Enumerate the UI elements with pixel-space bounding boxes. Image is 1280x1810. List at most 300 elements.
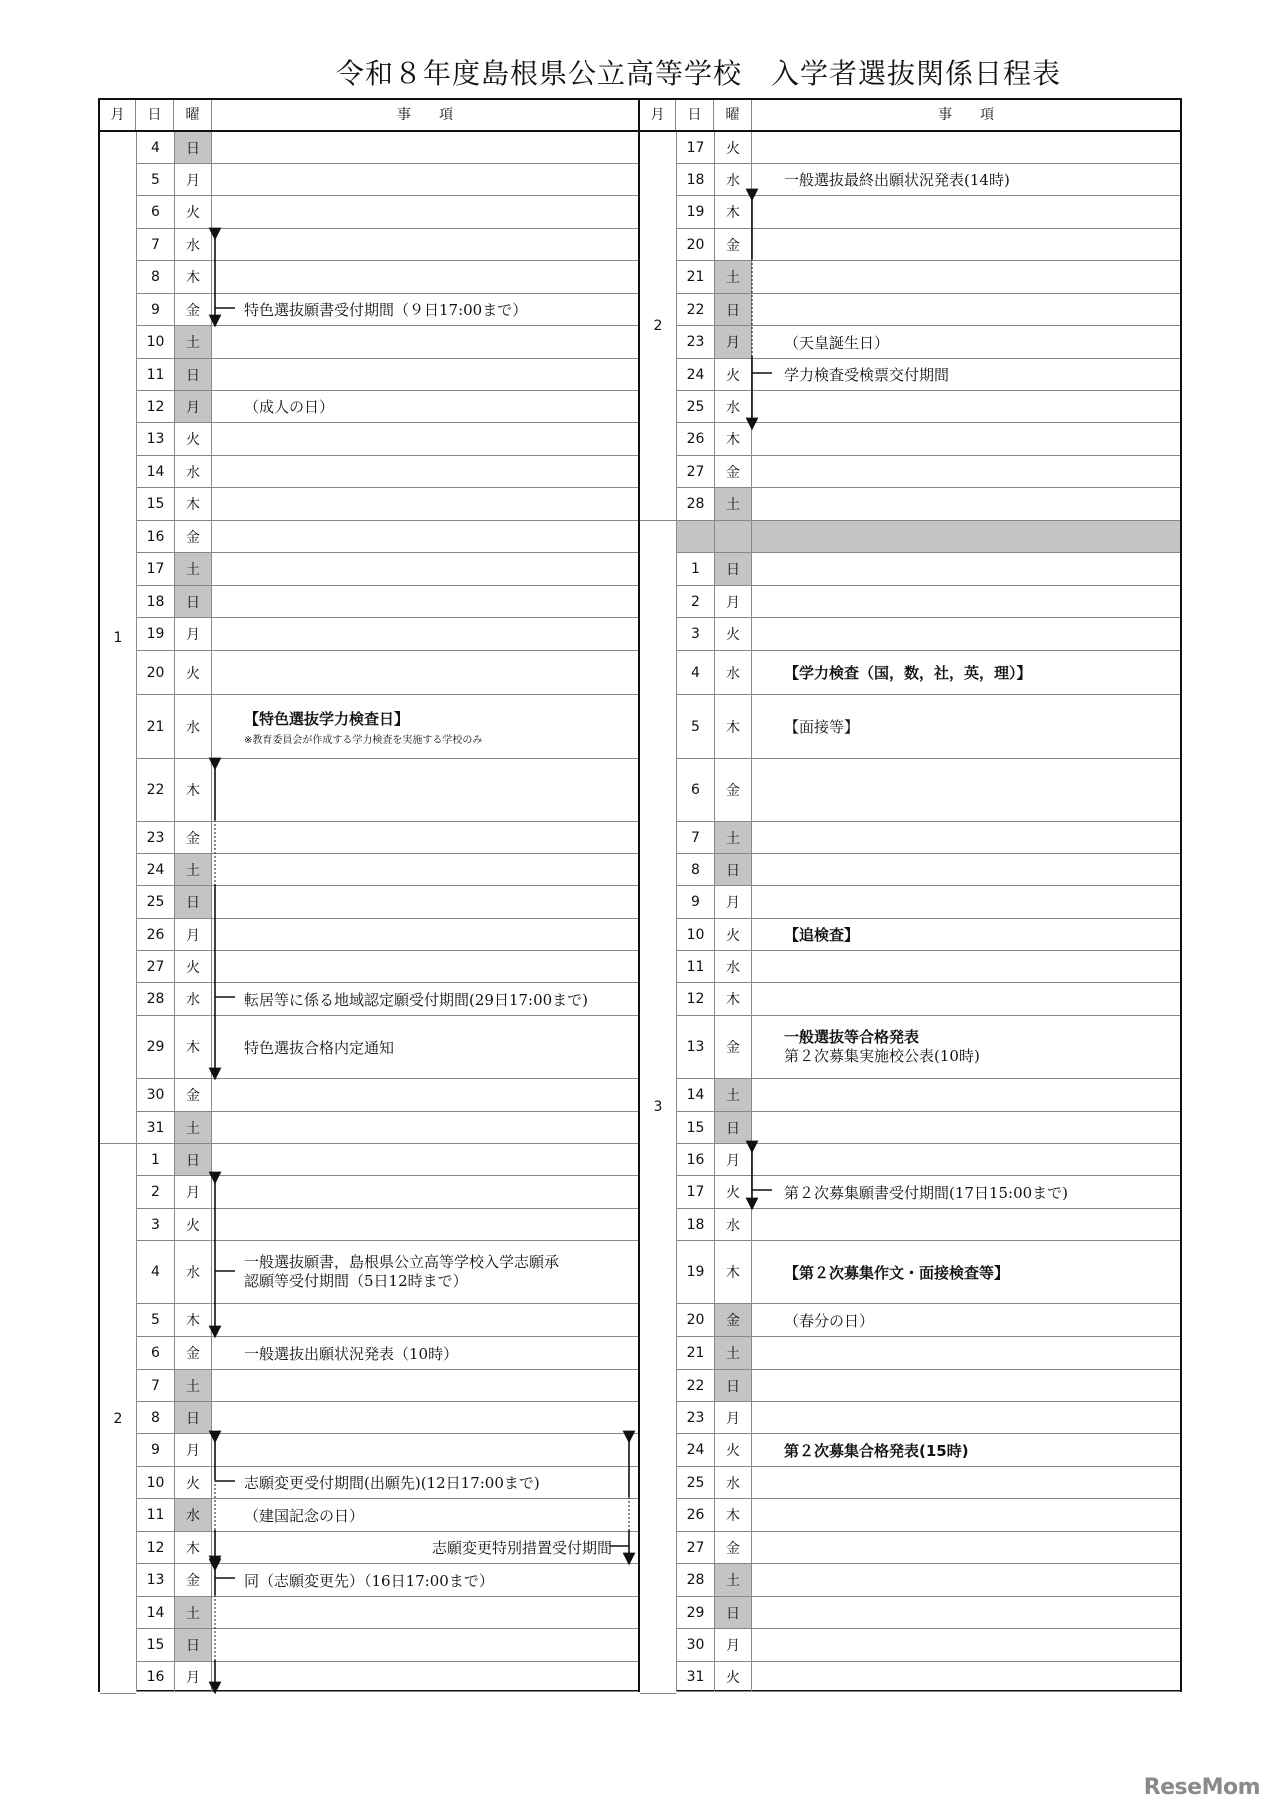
table-row	[100, 229, 638, 261]
event-cell	[212, 651, 638, 694]
table-row	[100, 951, 638, 983]
table-row	[640, 1209, 1180, 1241]
day-cell: 10	[676, 919, 714, 950]
weekday-cell	[714, 521, 752, 552]
page-title: 令和８年度島根県公立高等学校 入学者選抜関係日程表	[336, 57, 1062, 90]
weekday-cell: 土	[714, 1337, 752, 1369]
table-row	[100, 1079, 638, 1112]
table-row	[640, 456, 1180, 488]
table-row	[100, 164, 638, 196]
day-cell: 21	[136, 695, 174, 758]
month-label: 2	[640, 132, 676, 521]
day-cell: 4	[136, 132, 174, 163]
day-cell: 13	[136, 423, 174, 455]
event-cell	[212, 822, 638, 853]
event-cell	[752, 1304, 1180, 1336]
event-cell	[212, 983, 638, 1015]
table-row	[640, 822, 1180, 854]
event-cell	[212, 695, 638, 758]
event-cell	[752, 1434, 1180, 1466]
event-cell	[752, 1402, 1180, 1433]
day-cell: 7	[676, 822, 714, 853]
event-cell	[752, 488, 1180, 520]
event-cell	[212, 1176, 638, 1208]
event-cell	[212, 1402, 638, 1433]
day-cell: 26	[676, 423, 714, 455]
event-cell	[212, 586, 638, 617]
header-month: 月	[640, 100, 676, 130]
header-weekday: 曜	[714, 100, 752, 130]
weekday-cell: 水	[714, 951, 752, 982]
weekday-cell: 日	[174, 586, 212, 617]
event-cell	[212, 1079, 638, 1111]
day-cell: 3	[676, 618, 714, 650]
weekday-cell: 月	[714, 1402, 752, 1433]
day-cell: 26	[136, 919, 174, 950]
weekday-cell: 金	[174, 1079, 212, 1111]
weekday-cell: 土	[174, 1370, 212, 1401]
table-row	[100, 1597, 638, 1629]
event-cell	[752, 1112, 1180, 1143]
day-cell: 27	[136, 951, 174, 982]
weekday-cell: 火	[174, 423, 212, 455]
table-row	[100, 1209, 638, 1241]
table-row	[100, 488, 638, 521]
day-cell: 11	[676, 951, 714, 982]
table-row	[640, 391, 1180, 423]
weekday-cell: 月	[714, 326, 752, 358]
table-row	[100, 553, 638, 586]
day-cell: 26	[676, 1499, 714, 1531]
table-row	[100, 1467, 638, 1499]
weekday-cell: 土	[174, 553, 212, 585]
event-cell	[752, 391, 1180, 422]
table-row	[100, 391, 638, 423]
day-cell: 22	[676, 1370, 714, 1401]
table-row	[640, 1564, 1180, 1597]
day-cell: 18	[676, 164, 714, 195]
weekday-cell: 水	[714, 1467, 752, 1498]
table-row	[640, 1079, 1180, 1112]
table-row	[100, 1499, 638, 1532]
event-cell	[752, 1176, 1180, 1208]
event-cell	[752, 1564, 1180, 1596]
event-cell	[212, 1370, 638, 1401]
day-cell: 6	[136, 196, 174, 228]
event-text: （春分の日）	[784, 1311, 875, 1330]
event-note: ※教育委員会が作成する学力検査を実施する学校のみ	[244, 734, 483, 746]
table-row	[640, 1370, 1180, 1402]
day-cell: 5	[136, 164, 174, 195]
event-cell	[752, 164, 1180, 195]
day-cell: 11	[136, 1499, 174, 1531]
event-cell	[212, 553, 638, 585]
event-text: 第２次募集願書受付期間(17日15:00まで)	[784, 1183, 1069, 1202]
day-cell: 28	[676, 1564, 714, 1596]
table-row	[640, 1467, 1180, 1499]
table-row	[100, 1402, 638, 1434]
table-row	[100, 1629, 638, 1662]
weekday-cell: 日	[714, 1112, 752, 1143]
day-cell: 8	[676, 854, 714, 885]
day-cell: 25	[136, 886, 174, 918]
weekday-cell: 土	[714, 822, 752, 853]
table-row	[100, 651, 638, 695]
event-cell	[752, 553, 1180, 585]
day-cell: 15	[676, 1112, 714, 1143]
table-row	[100, 423, 638, 456]
day-cell: 8	[136, 261, 174, 293]
event-text: 【特色選抜学力検査日】	[244, 709, 410, 728]
table-row	[640, 651, 1180, 695]
blank-row	[640, 521, 1180, 553]
weekday-cell: 木	[174, 488, 212, 520]
event-text: （天皇誕生日）	[784, 333, 890, 352]
weekday-cell: 月	[714, 1144, 752, 1175]
event-cell	[752, 456, 1180, 487]
table-row	[640, 488, 1180, 521]
event-cell	[752, 1629, 1180, 1661]
day-cell: 29	[676, 1597, 714, 1628]
table-row	[100, 359, 638, 391]
table-row	[100, 618, 638, 651]
month-label: 3	[640, 521, 676, 1694]
table-row	[100, 1532, 638, 1564]
event-cell	[212, 294, 638, 325]
table-row	[100, 1016, 638, 1079]
event-cell	[752, 983, 1180, 1015]
day-cell: 30	[136, 1079, 174, 1111]
day-cell: 21	[676, 261, 714, 293]
day-cell: 14	[676, 1079, 714, 1111]
day-cell: 12	[136, 391, 174, 422]
event-cell	[212, 1597, 638, 1628]
table-row	[640, 618, 1180, 651]
header-weekday: 曜	[174, 100, 212, 130]
event-cell	[212, 1434, 638, 1466]
weekday-cell: 日	[174, 1144, 212, 1175]
day-cell: 14	[136, 456, 174, 487]
event-text-line2: 第２次募集実施校公表(10時)	[784, 1047, 980, 1065]
table-row	[100, 326, 638, 359]
weekday-cell: 金	[174, 294, 212, 325]
event-cell	[212, 1112, 638, 1143]
table-row	[640, 586, 1180, 618]
event-cell	[752, 1467, 1180, 1498]
weekday-cell: 金	[714, 456, 752, 487]
table-row	[640, 1337, 1180, 1370]
weekday-cell: 木	[714, 1499, 752, 1531]
event-cell	[212, 854, 638, 885]
day-cell: 23	[676, 1402, 714, 1433]
day-cell: 17	[136, 553, 174, 585]
event-text: 【学力検査（国，数，社，英，理）】	[784, 664, 1032, 682]
weekday-cell: 月	[714, 1629, 752, 1661]
event-cell	[752, 886, 1180, 918]
weekday-cell: 火	[714, 1434, 752, 1466]
table-row	[640, 983, 1180, 1016]
weekday-cell: 日	[714, 1597, 752, 1628]
table-row	[100, 1564, 638, 1597]
table-row	[640, 1499, 1180, 1532]
table-row	[100, 1304, 638, 1337]
weekday-cell: 火	[174, 951, 212, 982]
day-cell: 9	[676, 886, 714, 918]
weekday-cell: 火	[174, 1467, 212, 1498]
day-cell: 17	[676, 1176, 714, 1208]
event-cell	[212, 1499, 638, 1531]
event-cell	[212, 488, 638, 520]
event-cell	[752, 326, 1180, 358]
day-cell: 16	[136, 521, 174, 552]
event-cell	[752, 1662, 1180, 1691]
weekday-cell: 木	[174, 1016, 212, 1078]
event-cell	[212, 886, 638, 918]
table-row	[100, 456, 638, 488]
event-cell	[752, 1597, 1180, 1628]
weekday-cell: 火	[714, 1662, 752, 1691]
day-cell: 24	[676, 1434, 714, 1466]
day-cell: 19	[676, 1241, 714, 1303]
event-text: 特色選抜合格内定通知	[244, 1038, 395, 1057]
weekday-cell: 月	[174, 164, 212, 195]
weekday-cell: 日	[174, 359, 212, 390]
weekday-cell: 月	[174, 618, 212, 650]
schedule-table-left	[98, 98, 640, 1692]
header-month: 月	[100, 100, 136, 130]
schedule-table-right	[638, 98, 1182, 1692]
day-cell: 3	[136, 1209, 174, 1240]
weekday-cell: 土	[174, 1597, 212, 1628]
weekday-cell: 水	[174, 1241, 212, 1303]
event-cell	[212, 423, 638, 455]
day-cell: 11	[136, 359, 174, 390]
day-cell: 9	[136, 294, 174, 325]
day-cell: 22	[136, 759, 174, 821]
day-cell: 4	[136, 1241, 174, 1303]
table-row	[100, 294, 638, 326]
day-cell: 24	[136, 854, 174, 885]
weekday-cell: 水	[174, 456, 212, 487]
event-cell	[752, 359, 1180, 390]
event-text: 学力検査受検票交付期間	[784, 366, 950, 384]
table-row	[640, 326, 1180, 359]
day-cell: 30	[676, 1629, 714, 1661]
weekday-cell: 日	[714, 854, 752, 885]
weekday-cell: 金	[714, 229, 752, 260]
event-text: 一般選抜等合格発表	[784, 1028, 920, 1046]
event-cell	[752, 1337, 1180, 1369]
day-cell: 21	[676, 1337, 714, 1369]
event-cell	[212, 164, 638, 195]
weekday-cell: 日	[174, 886, 212, 918]
table-row	[100, 1112, 638, 1144]
event-cell	[212, 391, 638, 422]
day-cell: 12	[136, 1532, 174, 1563]
event-cell	[212, 1662, 638, 1691]
day-cell: 18	[136, 586, 174, 617]
table-row	[640, 886, 1180, 919]
event-cell	[212, 618, 638, 650]
event-cell	[212, 1532, 638, 1563]
event-cell	[212, 521, 638, 552]
weekday-cell: 木	[174, 261, 212, 293]
table-row	[640, 229, 1180, 261]
weekday-cell: 木	[714, 983, 752, 1015]
table-row	[100, 1144, 638, 1176]
day-cell: 9	[136, 1434, 174, 1466]
weekday-cell: 日	[714, 1370, 752, 1401]
table-row	[100, 919, 638, 951]
weekday-cell: 木	[714, 1241, 752, 1303]
event-cell	[752, 586, 1180, 617]
table-row	[640, 1434, 1180, 1467]
weekday-cell: 日	[714, 553, 752, 585]
table-row	[100, 521, 638, 553]
event-cell	[212, 1564, 638, 1596]
day-cell: 1	[676, 553, 714, 585]
day-cell: 31	[676, 1662, 714, 1691]
table-row	[640, 196, 1180, 229]
weekday-cell: 土	[714, 261, 752, 293]
day-cell: 15	[136, 488, 174, 520]
table-row	[640, 1597, 1180, 1629]
event-text: 一般選抜最終出願状況発表(14時)	[784, 171, 1010, 189]
table-row	[640, 919, 1180, 951]
event-text-line2: 認願等受付期間（5日12時まで）	[244, 1272, 468, 1290]
table-row	[100, 196, 638, 229]
day-cell: 18	[676, 1209, 714, 1240]
weekday-cell: 金	[714, 759, 752, 821]
event-cell	[212, 326, 638, 358]
table-row	[640, 132, 1180, 164]
event-text: 一般選抜願書，島根県公立高等学校入学志願承	[244, 1253, 560, 1271]
day-cell: 5	[136, 1304, 174, 1336]
day-cell: 7	[136, 1370, 174, 1401]
weekday-cell: 木	[174, 759, 212, 821]
event-text: 志願変更受付期間(出願先)(12日17:00まで)	[244, 1474, 540, 1492]
event-cell	[752, 132, 1180, 163]
day-cell: 10	[136, 1467, 174, 1498]
day-cell: 23	[136, 822, 174, 853]
day-cell: 2	[136, 1176, 174, 1208]
table-row	[640, 294, 1180, 326]
table-row	[640, 1176, 1180, 1209]
day-cell: 6	[136, 1337, 174, 1369]
weekday-cell: 月	[174, 1662, 212, 1691]
month-label: 1	[100, 132, 136, 1144]
event-text: 【追検査】	[784, 926, 860, 944]
event-text: 【第２次募集作文・面接検査等】	[784, 1263, 1010, 1282]
event-cell	[752, 759, 1180, 821]
table-row	[640, 1629, 1180, 1662]
table-row	[640, 854, 1180, 886]
table-row	[100, 854, 638, 886]
event-cell	[752, 919, 1180, 950]
weekday-cell: 日	[174, 1402, 212, 1433]
weekday-cell: 金	[174, 521, 212, 552]
event-cell	[212, 1337, 638, 1369]
weekday-cell: 土	[714, 488, 752, 520]
day-cell: 20	[676, 1304, 714, 1336]
day-cell: 20	[136, 651, 174, 694]
table-row	[100, 1176, 638, 1209]
weekday-cell: 月	[714, 586, 752, 617]
event-text: 第２次募集合格発表(15時)	[784, 1441, 969, 1460]
weekday-cell: 金	[714, 1532, 752, 1563]
header-day: 日	[136, 100, 174, 130]
weekday-cell: 土	[174, 1112, 212, 1143]
table-row	[640, 1402, 1180, 1434]
event-cell	[212, 919, 638, 950]
weekday-cell: 火	[174, 196, 212, 228]
weekday-cell: 水	[714, 651, 752, 694]
weekday-cell: 火	[714, 132, 752, 163]
weekday-cell: 木	[714, 695, 752, 758]
table-row	[640, 1016, 1180, 1079]
weekday-cell: 月	[174, 391, 212, 422]
event-cell	[752, 618, 1180, 650]
weekday-cell: 日	[174, 1629, 212, 1661]
event-cell	[752, 1370, 1180, 1401]
day-cell: 8	[136, 1402, 174, 1433]
day-cell: 22	[676, 294, 714, 325]
weekday-cell: 火	[714, 919, 752, 950]
event-cell	[212, 1144, 638, 1175]
day-cell: 19	[676, 196, 714, 228]
day-cell	[676, 521, 714, 552]
event-cell	[752, 1016, 1180, 1078]
weekday-cell: 木	[714, 423, 752, 455]
event-cell	[752, 854, 1180, 885]
table-row	[640, 359, 1180, 391]
day-cell: 25	[676, 1467, 714, 1498]
weekday-cell: 火	[714, 1176, 752, 1208]
weekday-cell: 水	[174, 1499, 212, 1531]
day-cell: 20	[676, 229, 714, 260]
weekday-cell: 木	[174, 1304, 212, 1336]
event-cell	[212, 196, 638, 228]
day-cell: 4	[676, 651, 714, 694]
event-cell	[752, 1499, 1180, 1531]
day-cell: 25	[676, 391, 714, 422]
day-cell: 28	[676, 488, 714, 520]
event-cell	[212, 229, 638, 260]
event-text: （建国記念の日）	[244, 1506, 365, 1525]
month-label: 2	[100, 1144, 136, 1694]
weekday-cell: 日	[174, 132, 212, 163]
event-cell	[212, 132, 638, 163]
weekday-cell: 火	[714, 618, 752, 650]
day-cell: 17	[676, 132, 714, 163]
table-row	[640, 1112, 1180, 1144]
day-cell: 16	[136, 1662, 174, 1691]
day-cell: 6	[676, 759, 714, 821]
event-cell	[212, 456, 638, 487]
weekday-cell: 土	[714, 1079, 752, 1111]
day-cell: 5	[676, 695, 714, 758]
day-cell: 28	[136, 983, 174, 1015]
event-cell	[212, 1016, 638, 1078]
weekday-cell: 火	[174, 651, 212, 694]
weekday-cell: 水	[714, 164, 752, 195]
weekday-cell: 水	[714, 391, 752, 422]
event-cell	[212, 1241, 638, 1303]
event-cell	[752, 651, 1180, 694]
day-cell: 15	[136, 1629, 174, 1661]
header-events: 事 項	[397, 107, 453, 123]
table-row	[100, 983, 638, 1016]
